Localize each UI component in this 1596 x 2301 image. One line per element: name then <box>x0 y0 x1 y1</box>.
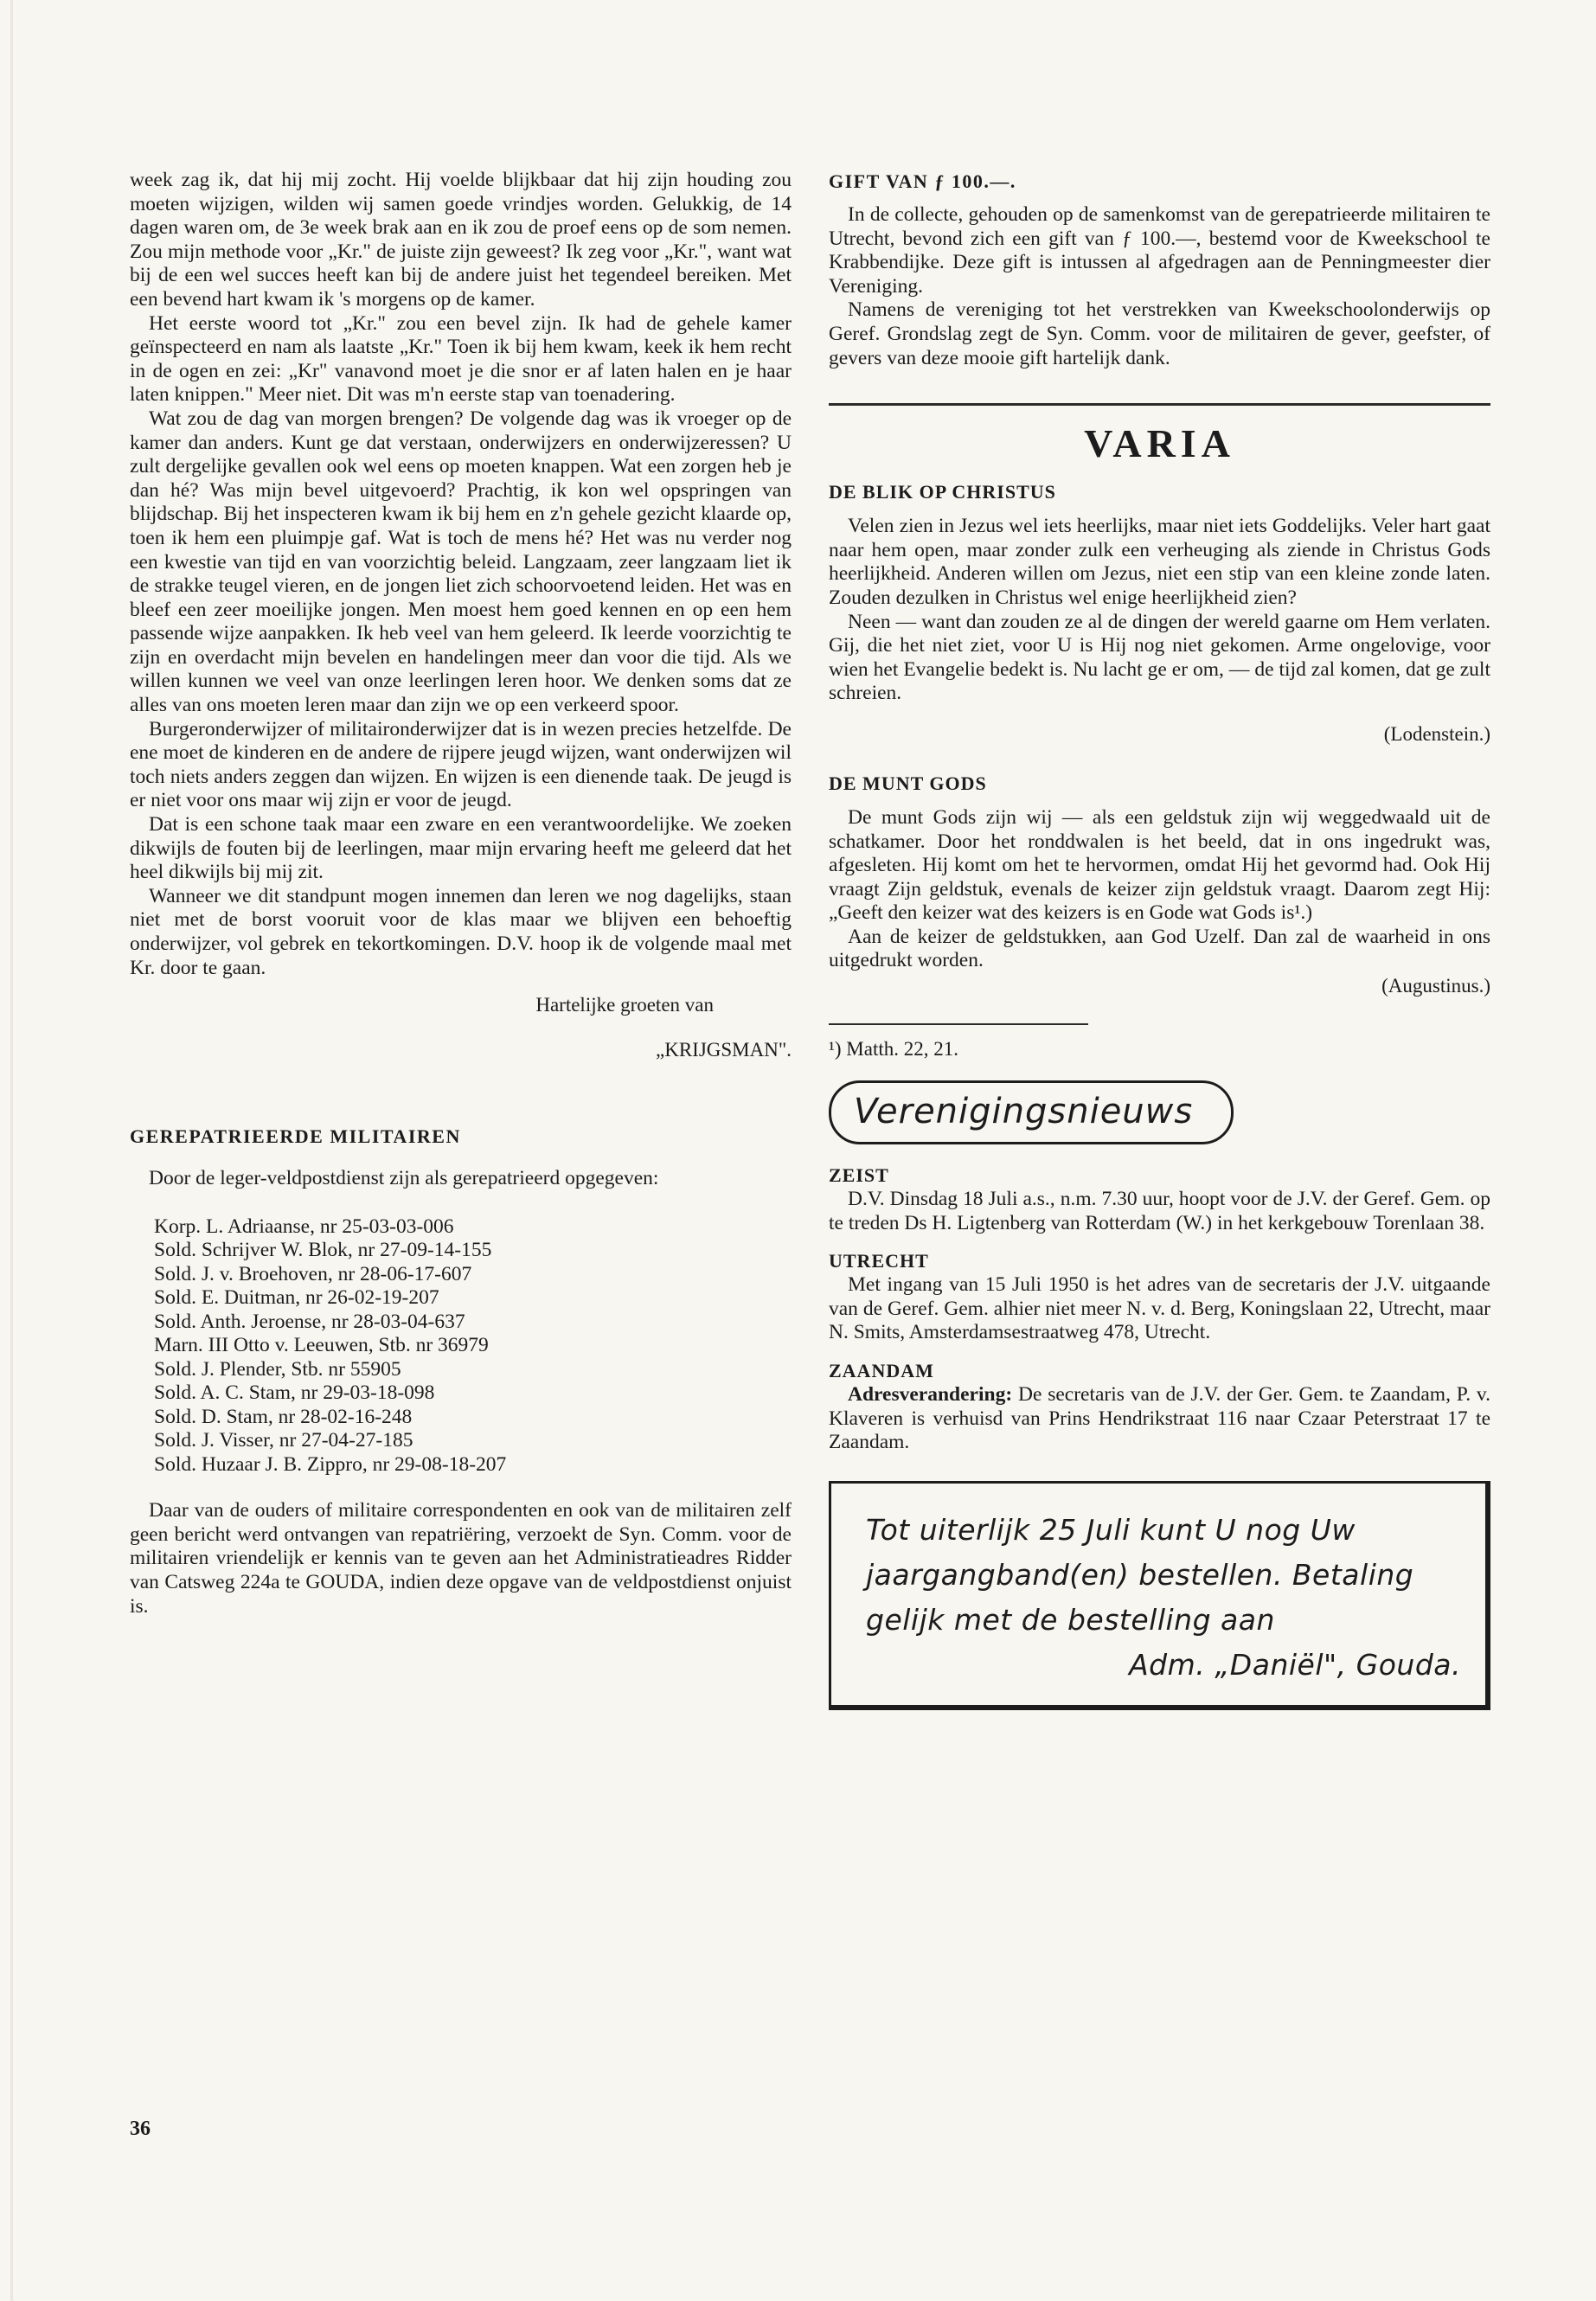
blik-heading: DE BLIK OP CHRISTUS <box>829 481 1056 503</box>
munt-source: (Augustinus.) <box>1381 975 1490 997</box>
letter-paragraph: Dat is een schone taak maar een zware en een verantwoordelijke. We zoeken dikwijls de fouten bij de leerlingen, maar mijn ervaring heeft me geleerd dat het heel dikwijls bij mij zit. <box>130 813 792 884</box>
list-item: Sold. Schrijver W. Blok, nr 27-09-14-155 <box>154 1239 492 1262</box>
letter-paragraph: Het eerste woord tot „Kr." zou een bevel zijn. Ik had de gehele kamer geïnspecteerd en nam als laatste „Kr." Toen ik bij hem kwam, keek ik hem recht in de ogen en zei: „Kr" vanavond moet je die snor er af laten halen en je haar laten knippen." Meer niet. Dit was m'n eerste stap van toenadering. <box>130 311 792 407</box>
letter-paragraph: Burgeronderwijzer of militaironderwijzer dat is in wezen precies hetzelfde. De ene moet de kinderen en de andere de rijpere jeugd wijzen, want onderwijzen wil toch niets anders zeggen dan wijzen. En wijzen is een dienende taak. De jeugd is er niet voor ons maar wij zijn er voor de jeugd. <box>130 717 792 812</box>
blik-paragraph: Velen zien in Jezus wel iets heerlijks, maar niet iets Goddelijks. Veler hart gaat naar hem open, maar zonder zulk een verheuging als ziende in Christus Gods heerlijkheid. Anderen willen om Jezus, niet een stip van een kleine zonde laten. Zouden dezulken in Christus wel enige heerlijkheid zien? <box>829 515 1490 609</box>
letter-signature: „KRIJGSMAN". <box>656 1039 792 1061</box>
letter-article <box>130 169 792 1063</box>
list-item: Korp. L. Adriaanse, nr 25-03-03-006 <box>154 1215 454 1238</box>
list-item: Sold. J. Visser, nr 27-04-27-185 <box>154 1429 413 1452</box>
right-column <box>829 169 1490 1710</box>
letter-greeting: Hartelijke groeten van <box>535 994 714 1016</box>
footnote: ¹) Matth. 22, 21. <box>829 1038 958 1061</box>
zaandam-label: Adresverandering: <box>848 1383 1013 1407</box>
blik-source: (Lodenstein.) <box>1383 722 1490 745</box>
blik-paragraph: Neen — want dan zouden ze al de dingen der wereld gaarne om Hem verlaten. Gij, die het niet ziet, voor U is Hij nog niet gekomen. Arme ongelovige, voor wien het Evangelie bedekt is. Nu lacht ge er om, — de tijd zal komen, dat ge zult schreien. <box>829 610 1490 705</box>
munt-paragraph: De munt Gods zijn wij — als een geldstuk zijn wij weggedwaald uit de schatkamer. Door het ronddwalen is het beeld, dat in ons ingedrukt was, afgesleten. Hij komt om het te hervormen, omdat Hij het gevormd had. Ook Hij vraagt Zijn geldstuk, evenals de keizer zijn geldstuk vraagt. Daarom zegt Hij: „Geeft den keizer wat des keizers is en Gode wat Gods is¹.) <box>829 805 1490 925</box>
utrecht-heading: UTRECHT <box>829 1250 929 1272</box>
subscription-notice <box>829 1481 1490 1710</box>
notice-line: gelijk met de bestelling aan <box>866 1602 1275 1637</box>
list-item: Sold. Huzaar J. B. Zippro, nr 29-08-18-207 <box>154 1452 507 1476</box>
list-item: Sold. E. Duitman, nr 26-02-19-207 <box>154 1286 439 1310</box>
page-edge <box>10 0 13 2301</box>
letter-paragraph: week zag ik, dat hij mij zocht. Hij voelde blijkbaar dat hij zijn houding zou moeten wijzigen, wilden wij samen goede vrindjes worden. Gelukkig, de 14 dagen waren om, de 3e week brak aan en ik zou de proef eens op de som nemen. Zou mijn methode voor „Kr." de juiste zijn geweest? Ik zeg voor „Kr.", want wat bij de een wel succes heeft kan bij de andere juist het tegendeel bereiken. Met een bevend hart kwam ik 's morgens op de kamer. <box>130 169 792 311</box>
varia-title: VARIA <box>1084 421 1235 466</box>
repatriated-list <box>154 1215 792 1477</box>
zaandam-text: De secretaris van de J.V. der Ger. Gem. te Zaandam, P. v. Klaveren is verhuisd van Prins Hendrikstraat 116 naar Czaar Peterstraat 17 te Zaandam. <box>829 1383 1490 1454</box>
list-item: Sold. J. v. Broehoven, nr 28-06-17-607 <box>154 1262 472 1285</box>
letter-paragraph: Wanneer we dit standpunt mogen innemen dan leren we nog dagelijks, staan niet met de borst vooruit voor de klas maar we blijven een behoeftig onderwijzer, vol gebrek en tekortkomingen. D.V. hoop ik de volgende maal met Kr. door te gaan. <box>130 884 792 979</box>
munt-heading: DE MUNT GODS <box>829 772 987 794</box>
repatriated-heading: GEREPATRIEERDE MILITAIREN <box>130 1125 461 1148</box>
list-item: Sold. J. Plender, Stb. nr 55905 <box>154 1357 401 1381</box>
notice-line: jaargangband(en) bestellen. Betaling <box>866 1557 1414 1592</box>
repatriated-intro: Door de leger-veldpostdienst zijn als gerepatrieerd opgegeven: <box>149 1167 659 1190</box>
munt-paragraph: Aan de keizer de geldstukken, aan God Uzelf. Dan zal de waarheid in ons uitgedrukt worden. <box>829 925 1490 972</box>
repatriated-closing: Daar van de ouders of militaire correspondenten en ook van de militairen zelf geen bericht werd ontvangen van repatriëring, verzoekt de Syn. Comm. voor de militairen vriendelijk er kennis van te geven aan het Administratieadres Ridder van Catsweg 224a te GOUDA, indien deze opgave van de veldpostdienst onjuist is. <box>130 1499 792 1618</box>
list-item: Sold. A. C. Stam, nr 29-03-18-098 <box>154 1381 435 1405</box>
zaandam-heading: ZAANDAM <box>829 1360 934 1382</box>
utrecht-text: Met ingang van 15 Juli 1950 is het adres van de secretaris der J.V. uitgaande van de Geref. Gem. alhier niet meer N. v. d. Berg, Koningslaan 22, Utrecht, maar N. Smits, Amsterdamsestraatweg 478, Utrecht. <box>829 1273 1490 1344</box>
zeist-heading: ZEIST <box>829 1164 889 1187</box>
verenigingsnieuws-banner: Verenigingsnieuws <box>829 1080 1234 1144</box>
zeist-text: D.V. Dinsdag 18 Juli a.s., n.m. 7.30 uur, hoopt voor de J.V. der Geref. Gem. op te treden Ds H. Ligtenberg van Rotterdam (W.) in het kerkgebouw Torenlaan 38. <box>829 1188 1490 1234</box>
zaandam-paragraph <box>829 1383 1490 1455</box>
list-item: Sold. D. Stam, nr 28-02-16-248 <box>154 1405 413 1428</box>
gift-paragraph: Namens de vereniging tot het verstrekken van Kweekschoolonderwijs op Geref. Grondslag zegt de Syn. Comm. voor de militairen de gever, geefster, of gevers van deze mooie gift hartelijk dank. <box>829 298 1490 369</box>
list-item: Sold. Anth. Jeroense, nr 28-03-04-637 <box>154 1310 465 1333</box>
page-number: 36 <box>130 2118 151 2140</box>
list-item: Marn. III Otto v. Leeuwen, Stb. nr 36979 <box>154 1334 489 1357</box>
gift-paragraph: In de collecte, gehouden op de samenkomst van de gerepatrieerde militairen te Utrecht, bevond zich een gift van ƒ 100.—, bestemd voor de Kweekschool te Krabbendijke. Deze gift is intussen al afgedragen aan de Penningmeester dier Vereniging. <box>829 203 1490 298</box>
letter-paragraph: Wat zou de dag van morgen brengen? De volgende dag was ik vroeger op de kamer dan anders. Kunt ge dat verstaan, onderwijzers en onderwijzeressen? U zult dergelijke gevallen ook wel eens op moeten knappen. Wat een zorgen heb je dan hé? Was mijn bevel uitgevoerd? Prachtig, ik kon wel opspringen van blijdschap. Bij het inspecteren kwam ik bij hem en z'n gehele gezicht klaarde op, toen ik hem een pluimpje gaf. Wat is toch de mens hé? Het was nu verder nog een kwestie van tijd en van voorzichtig beleid. Langzaam, zeer langzaam liet ik de strakke teugel vieren, en de jongen liet zich schoorvoetend leiden. Het was en bleef een zeer moeilijke jongen. Men moest hem goed kennen en op een hem passende wijze aanpakken. Ik heb veel van hem geleerd. Ik leerde voorzichtig te zijn en overdacht mijn bevelen en handelingen meer dan voor die tijd. Als we willen kunnen we veel van onze leerlingen leren hoor. We denken soms dat ze alles van ons moeten leren maar dan zijn we op een verkeerd spoor. <box>130 407 792 717</box>
gift-heading: GIFT VAN ƒ 100.—. <box>829 170 1016 192</box>
notice-line: Tot uiterlijk 25 Juli kunt U nog Uw <box>866 1512 1356 1547</box>
left-column <box>130 169 792 1618</box>
notice-signature: Adm. „Daniël", Gouda. <box>1129 1647 1461 1682</box>
